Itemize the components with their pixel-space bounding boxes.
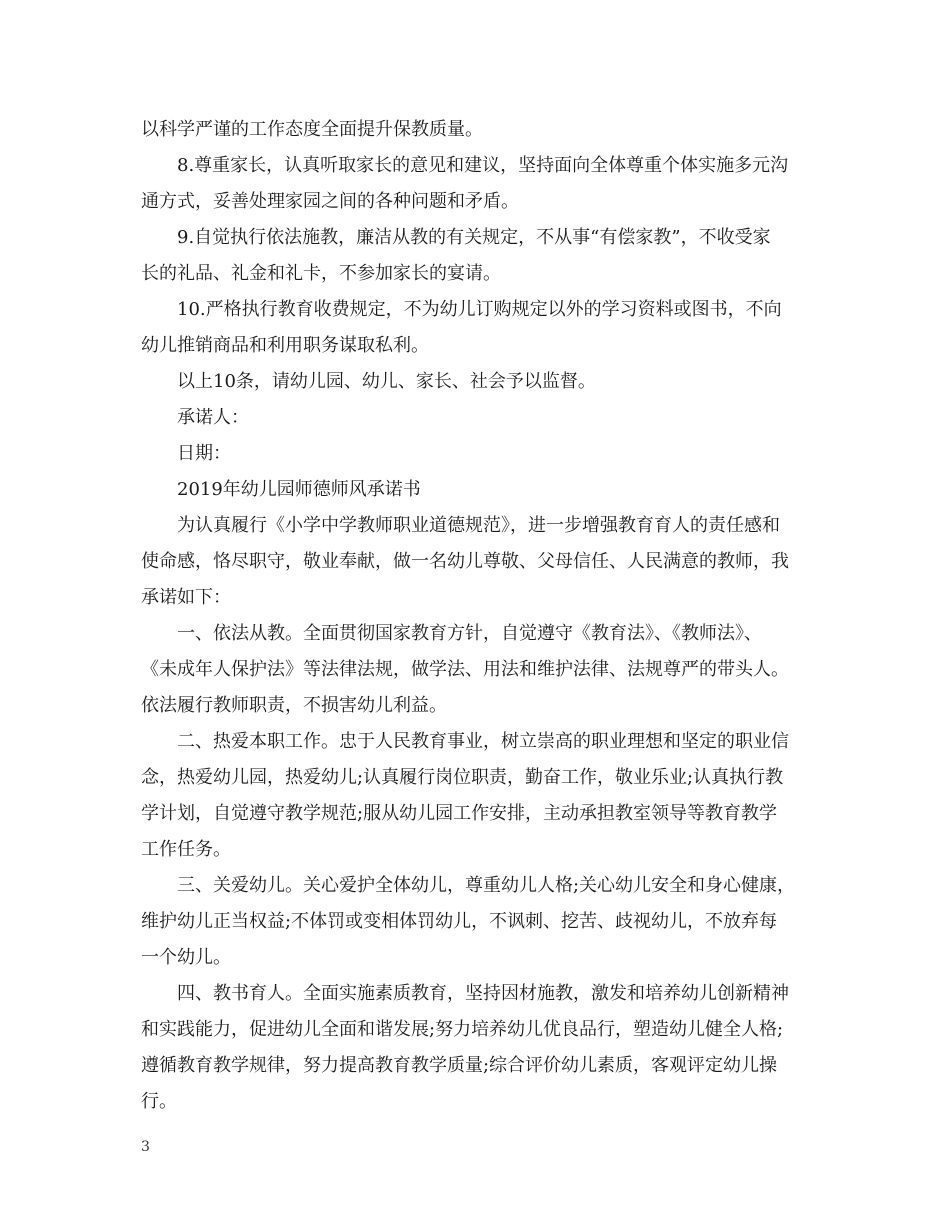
text-line: 《未成年人保护法》等法律法规，做学法、用法和维护法律、法规尊严的带头人。 <box>141 659 789 680</box>
text-line: 幼儿推销商品和利用职务谋取私利。 <box>141 335 429 356</box>
text-line: 三、关爱幼儿。关心爱护全体幼儿，尊重幼儿人格;关心幼儿安全和身心健康， <box>177 875 796 896</box>
text-line: 以上10条，请幼儿园、幼儿、家长、社会予以监督。 <box>177 371 596 392</box>
text-line: 和实践能力，促进幼儿全面和谐发展;努力培养幼儿优良品行，塑造幼儿健全人格; <box>141 1019 784 1040</box>
text-line: 工作任务。 <box>141 839 231 860</box>
text-line: 2019年幼儿园师德师风承诺书 <box>177 479 421 500</box>
text-line: 四、教书育人。全面实施素质教育，坚持因材施教，激发和培养幼儿创新精神 <box>177 983 789 1004</box>
text-line: 8.尊重家长，认真听取家长的意见和建议，坚持面向全体尊重个体实施多元沟 <box>177 155 789 176</box>
text-line: 使命感，恪尽职守，敬业奉献，做一名幼儿尊敬、父母信任、人民满意的教师，我 <box>141 551 789 572</box>
text-line: 遵循教育教学规律，努力提高教育教学质量;综合评价幼儿素质，客观评定幼儿操 <box>141 1055 778 1076</box>
text-line: 长的礼品、礼金和礼卡，不参加家长的宴请。 <box>141 263 501 284</box>
text-line: 日期： <box>177 443 231 464</box>
text-line: 通方式，妥善处理家园之间的各种问题和矛盾。 <box>141 191 519 212</box>
text-line: 念，热爱幼儿园，热爱幼儿;认真履行岗位职责，勤奋工作，敬业乐业;认真执行教 <box>141 767 784 788</box>
text-line: 行。 <box>141 1091 177 1112</box>
document-body <box>141 112 821 1120</box>
text-line: 一、依法从教。全面贯彻国家教育方针，自觉遵守《教育法》、《教师法》、 <box>177 623 762 644</box>
text-line: 学计划，自觉遵守教学规范;服从幼儿园工作安排，主动承担教室领导等教育教学 <box>141 803 778 824</box>
text-line: 维护幼儿正当权益;不体罚或变相体罚幼儿，不讽刺、挖苦、歧视幼儿，不放弃每 <box>141 911 778 932</box>
text-line: 二、热爱本职工作。忠于人民教育事业，树立崇高的职业理想和坚定的职业信 <box>177 731 789 752</box>
text-line: 承诺人： <box>177 407 249 428</box>
text-line: 以科学严谨的工作态度全面提升保教质量。 <box>141 119 483 140</box>
text-line: 依法履行教师职责，不损害幼儿利益。 <box>141 695 447 716</box>
text-line: 承诺如下： <box>141 587 231 608</box>
text-line: 9.自觉执行依法施教，廉洁从教的有关规定，不从事“有偿家教”，不收受家 <box>177 227 771 248</box>
text-line: 10.严格执行教育收费规定，不为幼儿订购规定以外的学习资料或图书，不向 <box>177 299 782 320</box>
text-line: 为认真履行《小学中学教师职业道德规范》，进一步增强教育育人的责任感和 <box>177 515 780 536</box>
text-line: 一个幼儿。 <box>141 947 231 968</box>
page-number: 3 <box>141 1139 150 1155</box>
